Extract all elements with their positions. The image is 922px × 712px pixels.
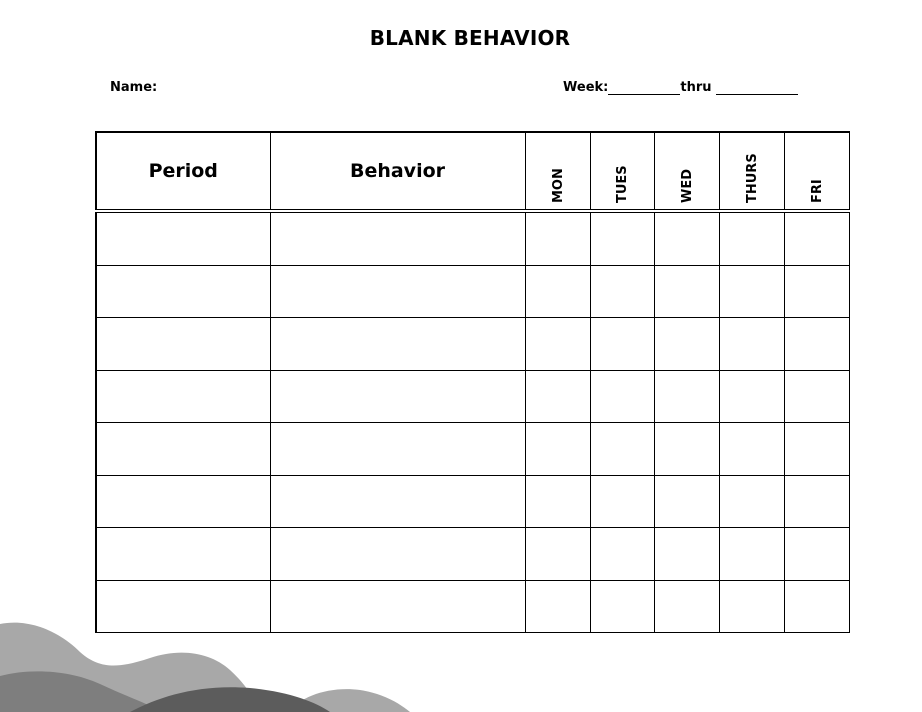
table-row (96, 318, 849, 371)
week-start-blank[interactable] (608, 82, 680, 95)
page-title: BLANK BEHAVIOR (369, 26, 571, 50)
day-label: THURS (744, 153, 760, 203)
wed-cell[interactable] (654, 265, 719, 318)
thru-label: thru (680, 80, 712, 95)
mon-cell[interactable] (525, 580, 590, 633)
wed-cell[interactable] (654, 318, 719, 371)
mon-cell[interactable] (525, 528, 590, 581)
wed-cell[interactable] (654, 211, 719, 265)
table-row (96, 211, 849, 265)
behavior-cell[interactable] (270, 475, 525, 528)
table-row (96, 475, 849, 528)
tues-cell[interactable] (590, 370, 654, 423)
behavior-cell[interactable] (270, 211, 525, 265)
table-row (96, 370, 849, 423)
mon-cell[interactable] (525, 211, 590, 265)
week-range (563, 80, 798, 95)
behavior-cell[interactable] (270, 528, 525, 581)
period-cell[interactable] (96, 423, 270, 476)
wed-cell[interactable] (654, 475, 719, 528)
behavior-cell[interactable] (270, 318, 525, 371)
thurs-cell[interactable] (719, 265, 784, 318)
day-label: WED (679, 168, 695, 203)
fri-cell[interactable] (784, 475, 849, 528)
period-cell[interactable] (96, 265, 270, 318)
wed-cell[interactable] (654, 528, 719, 581)
day-header-mon (525, 132, 590, 211)
tues-cell[interactable] (590, 475, 654, 528)
thurs-cell[interactable] (719, 370, 784, 423)
week-label: Week: (563, 80, 609, 95)
day-label: FRI (809, 179, 825, 203)
day-header-thurs (719, 132, 784, 211)
day-header-tues (590, 132, 654, 211)
fri-cell[interactable] (784, 318, 849, 371)
behavior-cell[interactable] (270, 265, 525, 318)
behavior-header: Behavior (270, 132, 525, 211)
fri-cell[interactable] (784, 370, 849, 423)
table-row (96, 528, 849, 581)
mon-cell[interactable] (525, 318, 590, 371)
day-header-fri (784, 132, 849, 211)
tues-cell[interactable] (590, 211, 654, 265)
wed-cell[interactable] (654, 423, 719, 476)
day-header-wed (654, 132, 719, 211)
fri-cell[interactable] (784, 423, 849, 476)
period-cell[interactable] (96, 318, 270, 371)
mon-cell[interactable] (525, 475, 590, 528)
fri-cell[interactable] (784, 528, 849, 581)
tues-cell[interactable] (590, 318, 654, 371)
wed-cell[interactable] (654, 580, 719, 633)
mon-cell[interactable] (525, 423, 590, 476)
thurs-cell[interactable] (719, 580, 784, 633)
table-header-row (96, 132, 849, 211)
day-label: TUES (615, 165, 630, 203)
week-end-blank[interactable] (716, 82, 798, 95)
fri-cell[interactable] (784, 265, 849, 318)
tues-cell[interactable] (590, 265, 654, 318)
behavior-table (95, 131, 850, 633)
thurs-cell[interactable] (719, 528, 784, 581)
mon-cell[interactable] (525, 370, 590, 423)
period-header: Period (96, 132, 270, 211)
behavior-cell[interactable] (270, 370, 525, 423)
thurs-cell[interactable] (719, 423, 784, 476)
behavior-cell[interactable] (270, 423, 525, 476)
day-label: MON (550, 168, 566, 203)
period-cell[interactable] (96, 528, 270, 581)
fri-cell[interactable] (784, 580, 849, 633)
wed-cell[interactable] (654, 370, 719, 423)
period-cell[interactable] (96, 211, 270, 265)
tues-cell[interactable] (590, 528, 654, 581)
table-body (96, 211, 849, 633)
period-cell[interactable] (96, 475, 270, 528)
thurs-cell[interactable] (719, 475, 784, 528)
tues-cell[interactable] (590, 423, 654, 476)
tues-cell[interactable] (590, 580, 654, 633)
name-label: Name: (110, 80, 158, 95)
fri-cell[interactable] (784, 211, 849, 265)
mon-cell[interactable] (525, 265, 590, 318)
thurs-cell[interactable] (719, 318, 784, 371)
thurs-cell[interactable] (719, 211, 784, 265)
table-row (96, 423, 849, 476)
decorative-waves (0, 612, 420, 712)
table-row (96, 265, 849, 318)
period-cell[interactable] (96, 370, 270, 423)
